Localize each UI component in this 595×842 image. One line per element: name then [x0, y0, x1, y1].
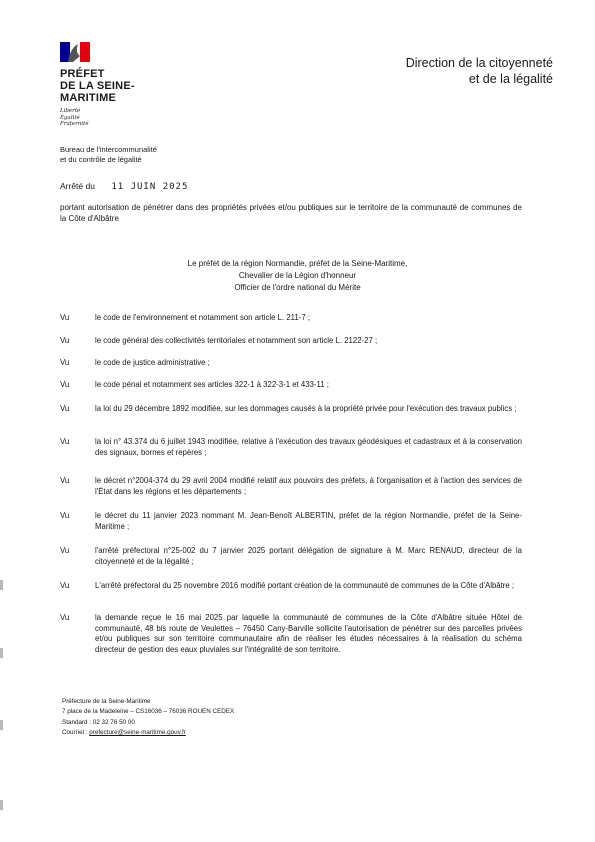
motto-line: Fraternité: [60, 121, 89, 127]
prefecture-footer: [62, 697, 234, 738]
visa-text: le décret du 11 janvier 2023 nommant M. Jean-Benoît ALBERTIN, préfet de la région Normandie, préfet de la Seine-Maritime ;: [95, 511, 522, 531]
prefet-title-line: Le préfet de la région Normandie, préfet de la Seine-Maritime,: [187, 259, 408, 268]
scan-margin-mark: [0, 720, 3, 730]
arrete-objet: portant autorisation de pénétrer dans des propriétés privées et/ou publiques sur le territoire de la communauté de communes de la Côte d'Albâtre: [60, 203, 522, 223]
footer-line: Préfecture de la Seine-Maritime: [62, 698, 151, 705]
prefet-line: MARITIME: [60, 92, 116, 104]
bureau-line: et du contrôle de légalité: [60, 155, 142, 164]
visa-text: le code de justice administrative ;: [95, 358, 210, 367]
arrete-date-stamp: 11 JUIN 2025: [111, 182, 189, 192]
visa-text: la loi n° 43.374 du 6 juillet 1943 modifiée, relative à l'exécution des travaux géodésiques et cadastraux et à la conservation des signaux, bornes et repères ;: [95, 437, 522, 457]
footer-line: 7 place de la Madeleine – CS16036 – 76036 ROUEN CEDEX: [62, 708, 235, 716]
visa-label: Vu: [60, 546, 70, 555]
bureau-label: [60, 145, 157, 165]
prefet-line: PRÉFET: [60, 68, 105, 80]
visa-label: Vu: [60, 437, 70, 446]
visa-text: la loi du 29 décembre 1892 modifiée, sur les dommages causés à la propriété privée pour l'exécution des travaux publics ;: [95, 404, 517, 413]
scan-margin-mark: [0, 648, 3, 658]
visa-text: le code de l'environnement et notamment son article L. 211-7 ;: [95, 313, 311, 322]
arrete-heading: [60, 181, 188, 192]
scan-margin-mark: [0, 800, 3, 810]
visa-text: le code pénal et notamment ses articles 322-1 à 322-3-1 et 433-11 ;: [95, 380, 329, 389]
motto-line: Liberté: [60, 108, 81, 114]
visa-label: Vu: [60, 581, 70, 590]
footer-line: Standard : 02 32 76 50 00: [62, 718, 135, 726]
arrete-label: Arrêté du: [60, 181, 95, 191]
prefet-title-line: Officier de l'ordre national du Mérite: [234, 283, 361, 292]
republic-motto: [60, 108, 180, 128]
prefet-title-line: Chevalier de la Légion d'honneur: [238, 271, 357, 280]
visa-label: Vu: [60, 511, 70, 520]
visa-label: Vu: [60, 336, 70, 345]
prefet-titles: [0, 258, 595, 294]
prefet-title: [60, 68, 180, 104]
direction-line: Direction de la citoyenneté: [405, 56, 553, 70]
direction-line: et de la légalité: [468, 72, 553, 86]
visa-text: le décret n°2004-374 du 29 avril 2004 modifié relatif aux pouvoirs des préfets, à l'organisation et à l'action des services de l'État dans les régions et les départements ;: [95, 476, 522, 496]
email-label: Courriel :: [62, 728, 90, 736]
motto-line: Égalité: [60, 114, 80, 121]
bureau-line: Bureau de l'intercommunalité: [60, 145, 157, 154]
visa-text: la demande reçue le 16 mai 2025 par laquelle la communauté de communes de la Côte d'Albâtre située Hôtel de communauté, 48 bis route de Veulettes – 76450 Cany-Barville sollicite l'autorisation de pénétrer sur des parcelles privées et/ou publiques sur son territoire communautaire afin de réaliser les études nécessaires à la réalisation du schéma directeur de gestion des eaux pluviales sur l'intégralité de son territoire.: [95, 613, 522, 654]
marianne-flag-icon: [60, 40, 90, 62]
footer-line: [62, 728, 234, 738]
visa-text: l'arrêté préfectoral n°25-002 du 7 janvier 2025 portant délégation de signature à M. Marc RENAUD, directeur de la citoyenneté et de la légalité ;: [95, 546, 522, 566]
visa-text: L'arrêté préfectoral du 25 novembre 2016 modifié portant création de la communauté de communes de la Côte d'Albâtre ;: [95, 581, 515, 590]
visa-text: le code général des collectivités territoriales et notamment son article L. 2122-27 ;: [95, 336, 378, 345]
visa-label: Vu: [60, 380, 70, 389]
visa-label: Vu: [60, 313, 70, 322]
email-link[interactable]: prefecture@seine-maritime.gouv.fr: [89, 728, 186, 736]
visa-label: Vu: [60, 613, 70, 622]
marianne-logo-block: [60, 40, 180, 128]
visa-label: Vu: [60, 476, 70, 485]
visa-label: Vu: [60, 404, 70, 413]
scan-margin-mark: [0, 580, 3, 590]
visa-label: Vu: [60, 358, 70, 367]
prefet-line: DE LA SEINE-: [60, 80, 135, 92]
direction-header: [406, 55, 553, 87]
